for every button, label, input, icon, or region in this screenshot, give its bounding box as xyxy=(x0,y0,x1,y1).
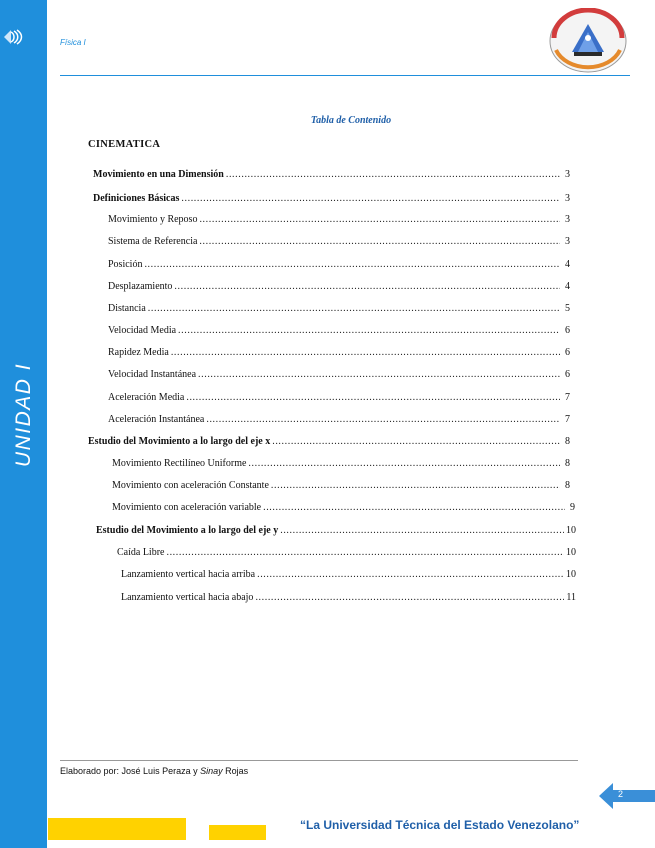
department-badge-icon xyxy=(548,8,628,74)
toc-entry[interactable]: Sistema de Referencia ..... 3 xyxy=(108,236,570,247)
footer-divider xyxy=(60,760,578,761)
footer-decor-bar xyxy=(209,825,266,840)
toc-entry[interactable]: Rapidez Media ..... 6 xyxy=(108,347,570,358)
toc-section-title: CINEMATICA xyxy=(88,139,161,150)
institution-logo-icon xyxy=(3,26,25,48)
header-divider xyxy=(60,75,630,76)
toc-entry[interactable]: Movimiento Rectilíneo Uniforme ..... 8 xyxy=(112,458,570,469)
university-motto: “La Universidad Técnica del Estado Venezolano” xyxy=(300,818,580,832)
footer-decor-bar xyxy=(48,818,186,840)
unit-label: UNIDAD I xyxy=(12,362,35,468)
toc-entry[interactable]: Movimiento en una Dimensión ..... 3 xyxy=(93,169,570,180)
toc-entry[interactable]: Posición ..... 4 xyxy=(108,259,570,270)
toc-entry[interactable]: Movimiento y Reposo ..... 3 xyxy=(108,214,570,225)
toc-entry[interactable]: Aceleración Instantánea ..... 7 xyxy=(108,414,570,425)
toc-entry[interactable]: Movimiento con aceleración Constante ..... 8 xyxy=(112,480,570,491)
toc-entry[interactable]: Lanzamiento vertical hacia abajo ..... 11 xyxy=(121,592,576,603)
toc-entry[interactable]: Movimiento con aceleración variable ..... 9 xyxy=(112,502,575,513)
toc-entry[interactable]: Estudio del Movimiento a lo largo del eje y ..... 10 xyxy=(96,525,576,536)
sidebar-small-text xyxy=(31,22,39,62)
page-number: 2 xyxy=(618,789,624,799)
toc-entry[interactable]: Lanzamiento vertical hacia arriba ..... 10 xyxy=(121,569,576,580)
toc-entry[interactable]: Estudio del Movimiento a lo largo del eje x ..... 8 xyxy=(88,436,570,447)
toc-entry[interactable]: Velocidad Instantánea ..... 6 xyxy=(108,369,570,380)
toc-entry[interactable]: Velocidad Media ..... 6 xyxy=(108,325,570,336)
toc-entry[interactable]: Definiciones Básicas ..... 3 xyxy=(93,193,570,204)
toc-entry[interactable]: Caída Libre ..... 10 xyxy=(117,547,576,558)
author-credit: Elaborado por: José Luis Peraza y Sinay Rojas xyxy=(60,766,249,776)
previous-page-arrow-icon[interactable] xyxy=(599,783,655,809)
toc-entry[interactable]: Desplazamiento ..... 4 xyxy=(108,281,570,292)
toc-heading: Tabla de Contenido xyxy=(310,115,392,126)
toc-entry[interactable]: Aceleración Media ..... 7 xyxy=(108,392,570,403)
toc-entry[interactable]: Distancia ..... 5 xyxy=(108,303,570,314)
course-name: Física I xyxy=(60,38,86,47)
